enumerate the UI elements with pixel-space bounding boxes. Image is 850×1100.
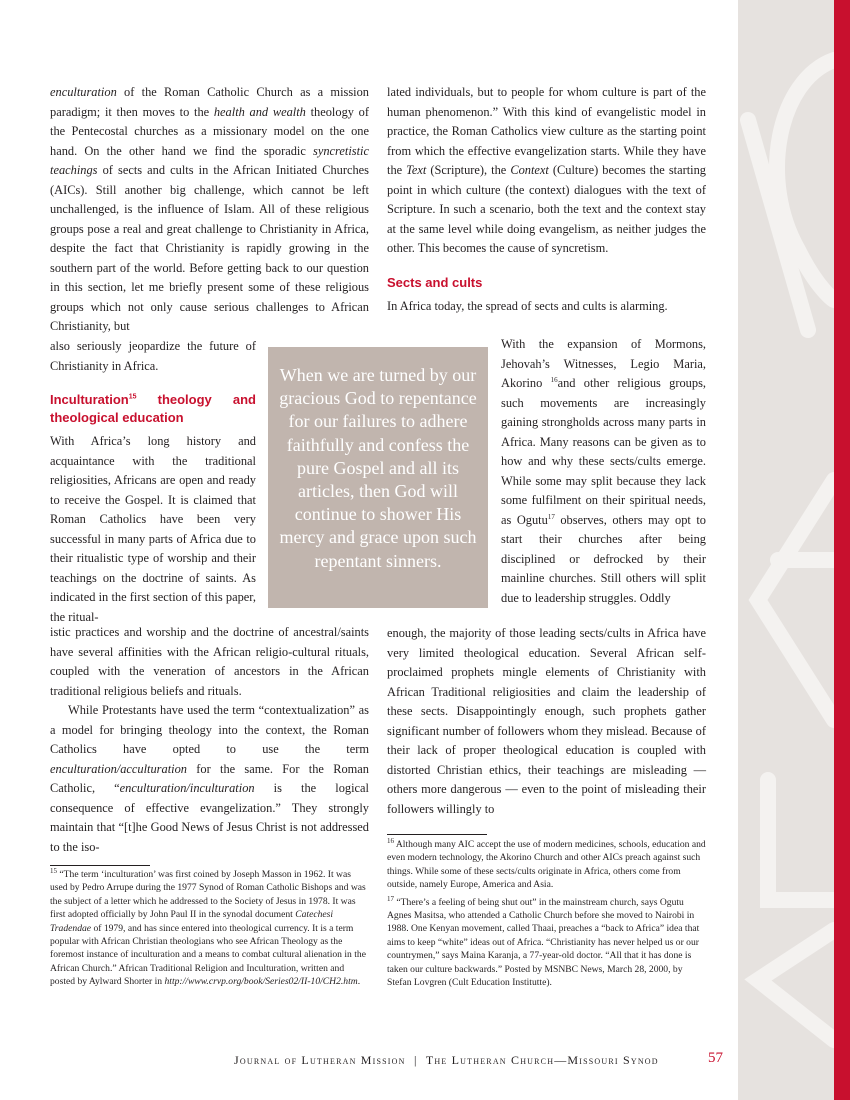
left-column-lower xyxy=(50,623,369,857)
publisher-name: The Lutheran Church—Missouri Synod xyxy=(425,1053,659,1067)
decorative-sidebar xyxy=(738,0,834,1100)
emphasis-text: Text xyxy=(406,163,427,177)
text-run: and other religious groups, such movements are increasingly gaining strongholds across many parts in Africa. Many reasons can be given as to how and why these sects/cults emerge. While some may split because they lack some fulfilment on their spiritual needs, as Ogutu xyxy=(501,376,706,527)
paragraph xyxy=(50,83,369,337)
footnote xyxy=(387,896,707,990)
paragraph: In Africa today, the spread of sects and cults is alarming. xyxy=(387,298,668,313)
right-column-lower xyxy=(387,624,706,819)
footnote-ref: 17 xyxy=(547,512,555,521)
pull-quote: When we are turned by our gracious God to repentance for our failures to adhere faithfully and confess the pure Gospel and all its articles, then God will continue to shower His mercy and grace upon such repentant sinners. xyxy=(268,347,488,608)
page-number: 57 xyxy=(708,1050,723,1066)
text-run: . xyxy=(357,976,361,988)
section-heading: Sects and cults xyxy=(387,274,483,290)
footnote-ref: 16 xyxy=(550,375,558,384)
text-run: of the Roman Catholic Church as a mission paradigm; it then moves to the xyxy=(50,85,369,119)
paragraph: istic practices and worship and the doctrine of ancestral/saints have several affinities with the African religio-cultural rituals, coupled with the veneration of ancestors in the African traditional religious beliefs and rituals. xyxy=(50,625,369,698)
text-run: “The term ‘inculturation’ was first coined by Joseph Masson in 1962. It was used by Pedro Arrupe during the 1977 Synod of Roman Catholic Bishops and was the subject of a letter which he addressed to the Society of Jesus in 1978. It was first adopted officially by John Paul II in the synodal document xyxy=(50,869,366,921)
text-run: With the expansion of Mormons, Jehovah’s Witnesses, Legio Maria, Akorino xyxy=(501,337,706,390)
text-run: is the logical consequence of effective evangelization.” They strongly maintain that “[t]he Good News of Jesus Christ is not addressed to the iso- xyxy=(50,781,369,854)
text-run: (Scripture), the xyxy=(426,163,511,177)
heading-text: theology and theological education xyxy=(50,392,256,425)
footnote-ref: 15 xyxy=(128,393,137,401)
footer-separator: | xyxy=(414,1053,418,1067)
footnote xyxy=(387,838,707,892)
left-column xyxy=(50,83,369,337)
emphasis-text: enculturation/acculturation xyxy=(50,761,187,776)
section-heading xyxy=(50,391,256,427)
right-column-wrap xyxy=(501,335,706,608)
footnote-ref: 17 xyxy=(387,894,394,903)
paragraph xyxy=(387,83,706,259)
text-run: “There’s a feeling of being shut out” in the mainstream church, says Ogutu Agnes Masitsa, who attended a Catholic Church before she moved to Nairobi in 1988. One Kenyan movement, called Thaai, preaches a “back to Africa” idea that aims to keep “white” ideas out of Africa. “Christianity has never helped us or our countrymen,” says Maina Karanja, a 77-year-old doctor. “All that it has done is taken our culture backwards.” Posted by MSNBC News, March 28, 2000, by Stefan Lovgren (Cult Education Institutte). xyxy=(387,896,700,989)
text-run: for the same. For the Roman Catholic, “ xyxy=(50,761,369,795)
emphasis-text: enculturation xyxy=(50,85,117,99)
text-run: theology of the Pentecostal churches as a missionary model on the one hand. On the other hand we find the sporadic xyxy=(50,104,369,158)
footnotes-left xyxy=(50,868,366,993)
text-run: Although many AIC accept the use of modern medicines, schools, education and even modern technology, the Akorino Church and other AICs preach against such things. While some of these sects/cults originate in Africa, others come from outside, namely Europe, America and Asia. xyxy=(387,839,706,891)
footnote xyxy=(50,868,366,989)
text-run: of sects and cults in the African Initiated Churches (AICs). Still another big challenge, which cannot be left unchallenged, is the influence of Islam. All of these religious groups pose a real and great challenge to Christianity in Africa, despite the fact that Christianity is rapidly growing in the southern part of the world. Before getting back to our question in this section, let me briefly present some of these religious groups which not only cause serious challenges to African Christianity, but xyxy=(50,163,369,333)
footnote-ref: 15 xyxy=(50,866,57,875)
paragraph-continuation: also seriously jeopardize the future of Christianity in Africa. xyxy=(50,339,256,373)
text-run: (Culture) becomes the starting point in which culture (the context) dialogues with the text of Scripture. In such a scenario, both the text and the context stay at the same level while doing evangelism, as neither judges the other. This becomes the cause of syncretism. xyxy=(387,163,706,255)
right-column xyxy=(387,83,706,316)
paragraph xyxy=(501,335,706,608)
emphasis-text: Catechesi Tradendae xyxy=(50,909,334,934)
running-footer xyxy=(234,1053,659,1068)
emphasis-text: syncretistic teachings xyxy=(50,143,369,177)
text-run: of 1979, and has since entered into theological currency. It is a term popular with African Christian theologians who see African Theology as the foremost instance of inculturation and a means to combat cultural alienation in the African Church.” African Traditional Religion and Inculturation, written and posted by Aylward Shorter in xyxy=(50,922,366,988)
paragraph xyxy=(50,701,369,857)
footnote-rule xyxy=(50,865,150,866)
emphasis-text: enculturation/inculturation xyxy=(119,781,255,795)
paragraph: enough, the majority of those leading sects/cults in Africa have very limited theological education. Several African self-proclaimed prophets mingle elements of Christianity with African Traditional religiosities and claim the leadership of these sects. Disappointingly enough, such prophets gather significant number of followers whom they mislead. Because of their lack of proper theological education is coupled with distorted Christian ethics, their teachings are misleading — others more dangerous — even to the point of misleading their followers willingly to xyxy=(387,626,706,816)
footnote-rule xyxy=(387,834,487,835)
text-run: While Protestants have used the term “contextualization” as a model for bringing theology into the context, the Roman Catholics have opted to use the term xyxy=(50,703,369,756)
left-column-wrap xyxy=(50,337,256,627)
journal-title: Journal of Lutheran Mission xyxy=(234,1053,406,1067)
accent-bar xyxy=(834,0,850,1100)
text-run: lated individuals, but to people for whom culture is part of the human phenomenon.” With this kind of evangelistic model in practice, the Roman Catholics view culture as the starting point from which the effective evangelization starts. While they have the xyxy=(387,85,706,177)
emphasis-text: health and wealth xyxy=(213,104,306,119)
footnotes-right xyxy=(387,838,707,993)
footnote-ref: 16 xyxy=(387,836,394,845)
emphasis-text: http://www.crvp.org/book/Series02/II-10/CH2.htm xyxy=(164,976,358,988)
emphasis-text: Context xyxy=(510,163,549,177)
text-run: observes, others may opt to start their churches after being disciplined or defrocked by their mainline churches. Still others will split due to leadership struggles. Oddly xyxy=(501,512,706,605)
heading-text: Inculturation xyxy=(50,392,129,407)
watermark-lettering-graphic xyxy=(738,0,834,1100)
paragraph: With Africa’s long history and acquaintance with the traditional religiosities, Africans are open and ready to receive the Gospel. It is claimed that Roman Catholics have been very successful in many parts of Africa due to their ritualistic type of worship and their teachings on the doctrine of saints. As indicated in the first section of this paper, the ritual- xyxy=(50,434,256,624)
